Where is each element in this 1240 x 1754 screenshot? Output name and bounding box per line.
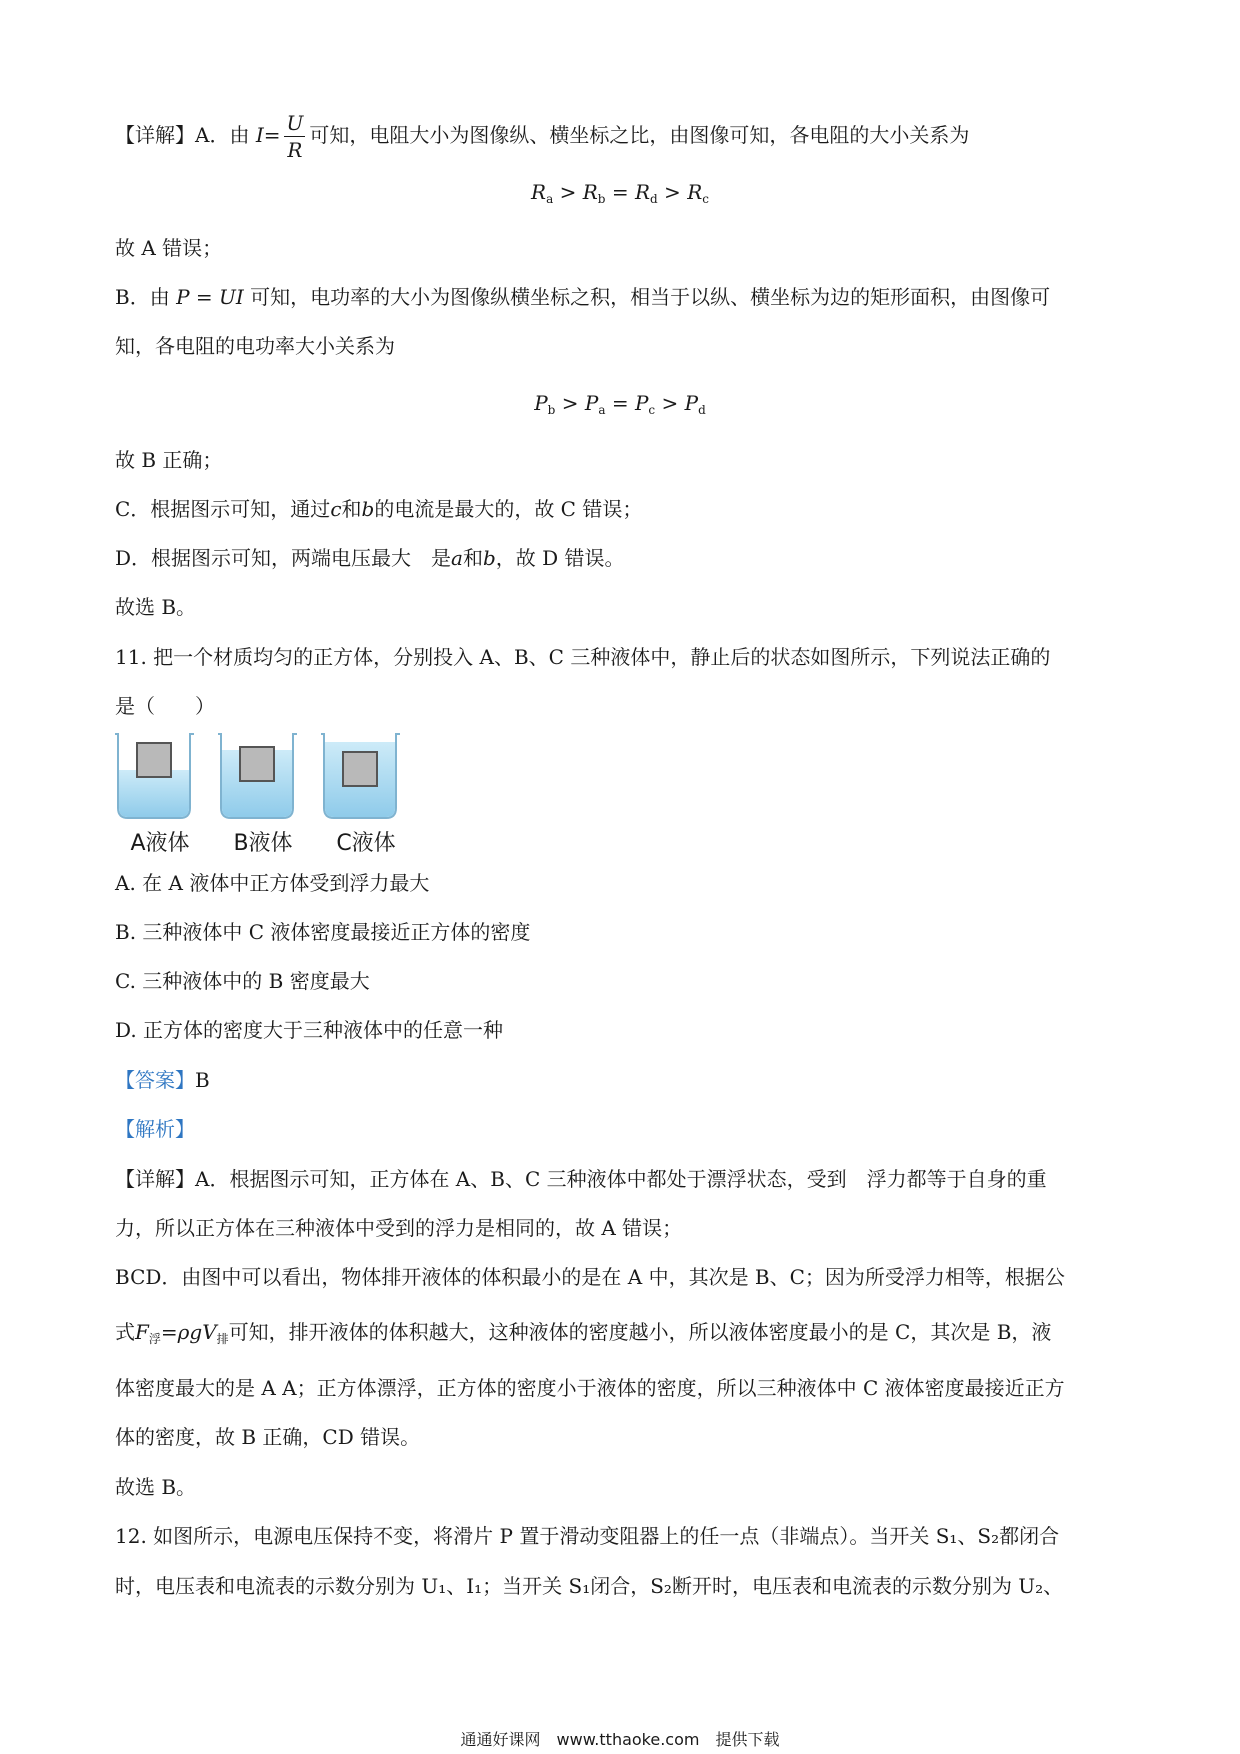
- analysis-tag: 【解析】: [115, 1117, 195, 1141]
- detail-tag: 【详解】: [115, 123, 195, 147]
- b-right: 故 B 正确；: [115, 448, 223, 472]
- q11-option-c: C. 三种液体中的 B 密度最大: [115, 969, 370, 993]
- a-wrong: 故 A 错误；: [115, 236, 223, 260]
- detail11-line5: 体密度最大的是 A A；正方体漂浮，正方体的密度小于液体的密度，所以三种液体中 C 液体密度最接近正方: [115, 1376, 1065, 1400]
- q11-option-d: D. 正方体的密度大于三种液体中的任意一种: [115, 1018, 504, 1042]
- q12-line2: 时，电压表和电流表的示数分别为 U₁、I₁；当开关 S₁闭合，S₂断开时，电压表和电流表的示数分别为 U₂、: [115, 1574, 1064, 1598]
- detail11-line7: 故选 B。: [115, 1475, 197, 1499]
- q11-option-a: A. 在 A 液体中正方体受到浮力最大: [115, 871, 430, 895]
- beaker-a: [115, 734, 194, 818]
- detail-b-line2: 知，各电阻的电功率大小关系为: [115, 334, 395, 358]
- label-a-liquid: A液体: [130, 831, 190, 856]
- page-footer: 通通好课网 www.tthaoke.com 提供下载: [460, 1730, 780, 1749]
- detail11-line4: 式$F_浮=\rho gV_排$可知，排开液体的体积越大，这种液体的密度越小，所以液体密度最小的是 C，其次是 B，液: [115, 1320, 1052, 1346]
- detail11-line1: 【详解】A．根据图示可知，正方体在 A、B、C 三种液体中都处于漂浮状态，受到 浮力都等于自身的重: [115, 1167, 1047, 1191]
- d-line: D．根据图示可知，两端电压最大 是a和b，故 D 错误。: [115, 546, 625, 570]
- c-line: C．根据图示可知，通过c和b的电流是最大的，故 C 错误；: [115, 497, 643, 521]
- label-b-liquid: B液体: [233, 831, 293, 856]
- beakers-figure: [110, 728, 430, 828]
- detail11-line3: BCD．由图中可以看出，物体排开液体的体积最小的是在 A 中，其次是 B、C；因为所受浮力相等，根据公: [115, 1265, 1065, 1289]
- q12-line1: 12. 如图所示，电源电压保持不变，将滑片 P 置于滑动变阻器上的任一点（非端点）。当开关 S₁、S₂都闭合: [115, 1524, 1060, 1548]
- q11-stem-line2: 是（ ）: [115, 694, 215, 718]
- detail11-line2: 力，所以正方体在三种液体中受到的浮力是相同的，故 A 错误；: [115, 1216, 683, 1240]
- q11-option-b: B. 三种液体中 C 液体密度最接近正方体的密度: [115, 920, 531, 944]
- resistance-relation: $R_a > R_b = R_d > R_c$: [531, 180, 709, 206]
- choose-b: 故选 B。: [115, 595, 197, 619]
- detail-a-line: 【详解】A．由 I= $\frac{U}{R}$ 可知，电阻大小为图像纵、横坐标之比，由图像可知，各电阻的大小关系为: [115, 111, 970, 162]
- beaker-b: [218, 734, 297, 818]
- detail11-line6: 体的密度，故 B 正确，CD 错误。: [115, 1425, 421, 1449]
- answer-line: 【答案】B: [115, 1068, 210, 1092]
- answer-tag: 【答案】: [115, 1068, 195, 1092]
- beaker-c: [321, 734, 400, 818]
- detail-b-line1: B．由 P = UI 可知，电功率的大小为图像纵横坐标之积，相当于以纵、横坐标为边的矩形面积，由图像可: [115, 285, 1051, 309]
- power-relation: $P_b > P_a = P_c > P_d$: [534, 391, 706, 417]
- label-c-liquid: C液体: [336, 831, 396, 856]
- fraction-u-over-r: $\frac{U}{R}$: [286, 111, 304, 162]
- q11-stem-line1: 11. 把一个材质均匀的正方体，分别投入 A、B、C 三种液体中，静止后的状态如图所示，下列说法正确的: [115, 645, 1051, 669]
